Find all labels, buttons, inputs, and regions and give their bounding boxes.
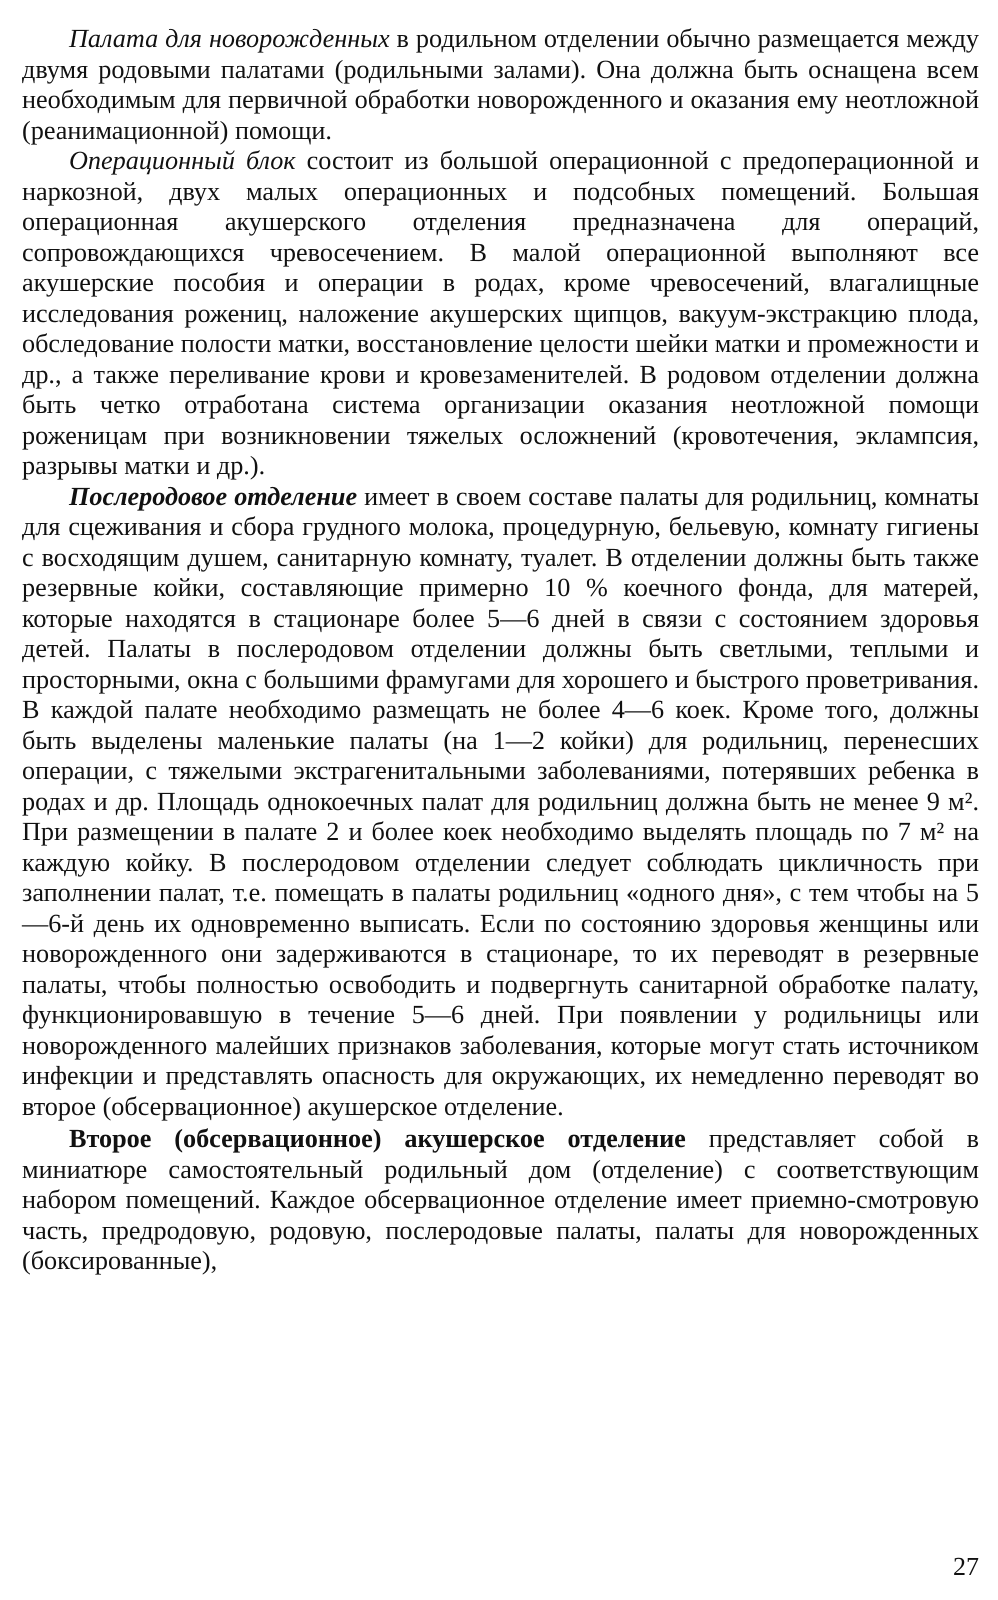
paragraph-text: в родильном отделении обычно размещается между двумя родовыми палатами (родильными залами). Она должна быть оснащена всем необходимым для первичной обработки новорожденного и оказания ему неотложной (реанимационной) помощи. — [22, 24, 979, 145]
term-postpartum-department: Послеродовое отделение — [69, 481, 358, 511]
paragraph-newborn-ward — [22, 24, 979, 146]
paragraph-observational-department — [22, 1124, 979, 1277]
term-observational-department: Второе (обсервационное) акушерское отделение — [69, 1124, 686, 1153]
term-operating-unit: Операционный блок — [69, 146, 296, 175]
paragraph-text: имеет в своем составе палаты для родильниц, комнаты для сцеживания и сбора грудного молока, процедурную, бельевую, комнату гигиены с восходящим душем, санитарную комнату, туалет. В отделении должны быть также резервные койки, составляющие примерно 10 % коечного фонда, для матерей, которые находятся в стационаре более 5—6 дней в связи с состоянием здоровья детей. Палаты в послеродовом отделении должны быть светлыми, теплыми и просторными, окна с большими фрамугами для хорошего и быстрого проветривания. В каждой палате необходимо размещать не более 4—6 коек. Кроме того, должны быть выделены маленькие палаты (на 1—2 койки) для родильниц, перенесших операции, с тяжелыми экстрагенитальными заболеваниями, потерявших ребенка в родах и др. Площадь однокоечных палат для родильниц должна быть не менее 9 м². При размещении в палате 2 и более коек необходимо выделять площадь по 7 м² на каждую койку. В послеродовом отделении следует соблюдать цикличность при заполнении палат, т.е. помещать в палаты родильниц «одного дня», с тем чтобы на 5—6-й день их одновременно выписать. Если по состоянию здоровья женщины или новорожденного они задерживаются в стационаре, то их переводят в резервные палаты, чтобы полностью освободить и подвергнуть санитарной обработке палату, функционировавшую в течение 5—6 дней. При появлении у родильницы или новорожденного малейших признаков заболевания, которые могут стать источником инфекции и представлять опасность для окружающих, их немедленно переводят во второе (обсервационное) акушерское отделение. — [22, 481, 979, 1121]
paragraph-text: состоит из большой операционной с предоперационной и наркозной, двух малых операционных и подсобных помещений. Большая операционная акушерского отделения предназначена для операций, сопровождающихся чревосечением. В малой операционной выполняют все акушерские пособия и операции в родах, кроме чревосечений, влагалищные исследования рожениц, наложение акушерских щипцов, вакуум-экстракцию плода, обследование полости матки, восстановление целости шейки матки и промежности и др., а также переливание крови и кровезаменителей. В родовом отделении должна быть четко отработана система организации оказания неотложной помощи роженицам при возникновении тяжелых осложнений (кровотечения, эклампсия, разрывы матки и др.). — [22, 146, 979, 480]
term-newborn-ward: Палата для новорожденных — [69, 24, 390, 53]
page-number: 27 — [953, 1552, 979, 1581]
document-page — [22, 14, 979, 1586]
paragraph-text: представляет собой в миниатюре самостоятельный родильный дом (отделение) с соответствующим набором помещений. Каждое обсервационное отделение имеет приемно-смотровую часть, предродовую, родовую, послеродовые палаты, палаты для новорожденных (боксированные), — [22, 1124, 979, 1275]
paragraph-postpartum-department — [22, 482, 979, 1123]
paragraph-operating-unit — [22, 146, 979, 482]
